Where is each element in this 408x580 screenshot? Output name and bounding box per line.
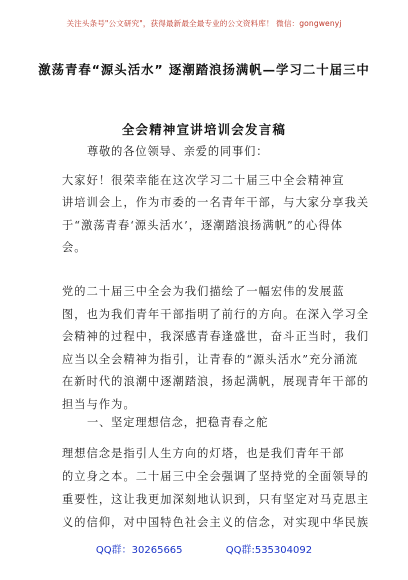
paragraph-line: 图，也为我们青年干部指明了前行的方向。在深入学习全 [62, 307, 370, 321]
salutation: 尊敬的各位领导、亲爱的同事们： [87, 145, 269, 158]
paragraph-line: 大家好！很荣幸能在这次学习二十届三中全会精神宣 [62, 174, 345, 187]
paragraph-line: 义的信仰，对中国特色社会主义的信念，对实现中华民族 [62, 516, 370, 529]
paragraph-line: 担当与作为。 [62, 397, 136, 411]
paragraph-3 [62, 442, 370, 534]
paragraph-line: 理想信念是指引人生方向的灯塔，也是我们青年干部 [62, 447, 345, 460]
paragraph-line: 重要性，这让我更加深刻地认识到，只有坚定对马克思主 [62, 493, 370, 506]
header-note: 关注头条号"公文研究"，获得最新最全最专业的公文资料库！ 微信：gongwenyj [66, 19, 342, 28]
paragraph-line: 会精神的过程中，我深感青春逢盛世，奋斗正当时，我们 [62, 330, 370, 344]
paragraph-line: 党的二十届三中全会为我们描绘了一幅宏伟的发展蓝 [62, 285, 345, 298]
section-heading-1: 一、坚定理想信念，把稳青春之舵 [87, 416, 269, 429]
paragraph-line: 在新时代的浪潮中逐潮踏浪，扬起满帆，展现青年干部的 [62, 375, 370, 389]
paragraph-line: 的立身之本。二十届三中全会强调了坚持党的全面领导的 [62, 470, 370, 483]
paragraph-line: 应当以全会精神为指引，让青春的“源头活水”充分涌流 [62, 352, 359, 366]
paragraph-line: 会。 [62, 241, 87, 255]
paragraph-line: 讲培训会上，作为市委的一名青年干部，与大家分享我关 [62, 196, 370, 210]
footer [0, 541, 408, 556]
footer-qq-group-1: QQ群：30265665 [95, 545, 183, 556]
document-title-line-1: 激荡青春“源头活水” 逐潮踏浪扬满帆—学习二十届三中 [38, 62, 370, 77]
footer-qq-group-2: QQ群:535304092 [225, 545, 313, 556]
paragraph-2 [62, 281, 370, 417]
paragraph-1 [62, 170, 370, 260]
document-title-line-2: 全会精神宣讲培训会发言稿 [121, 122, 287, 137]
paragraph-line: 于“激荡青春‘源头活水’，逐潮踏浪扬满帆”的心得体 [62, 218, 343, 232]
